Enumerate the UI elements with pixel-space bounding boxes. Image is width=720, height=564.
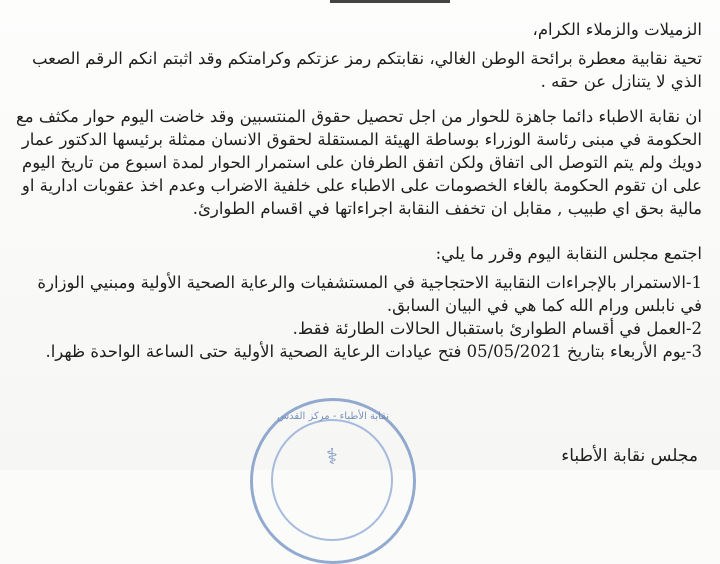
caduceus-icon: ⚕ bbox=[326, 445, 338, 470]
decision-item: 3-يوم الأربعاء بتاريخ 05/05/2021 فتح عيادات الرعاية الصحية الأولية حتى الساعة الواحدة ظهرا. bbox=[45, 342, 702, 361]
letter-body bbox=[12, 18, 702, 363]
signature: مجلس نقابة الأطباء bbox=[561, 446, 698, 466]
paragraph-negotiation: ان نقابة الاطباء دائما جاهزة للحوار من اجل تحصيل حقوق المنتسبين وقد خاضت اليوم حوار مكثف مع الحكومة في مبنى رئاسة الوزراء بوساطة الهيئة المستقلة لحقوق الانسان ممثلة برئيسها الدكتور عمار دويك ولم يتم التوصل الى اتفاق ولكن اتفق الطرفان على استمرار الحوار لمدة اسبوع من تاريخ اليوم على ان تقوم الحكومة بالغاء الخصومات على الاطباء على خلفية الاضراب وعدم اخذ عقوبات ادارية او مالية بحق اي طبيب , مقابل ان تخفف النقابة اجراءاتها في اقسام الطوارئ. bbox=[15, 107, 702, 218]
stamp-inner-ring bbox=[271, 419, 393, 541]
header-underline bbox=[330, 0, 450, 3]
greeting: الزميلات والزملاء الكرام، bbox=[532, 20, 702, 39]
decisions-intro: اجتمع مجلس النقابة اليوم وقرر ما يلي: bbox=[435, 244, 702, 263]
paragraph-intro: تحية نقابية معطرة برائحة الوطن الغالي، نقابتكم رمز عزتكم وكرامتكم وقد اثبتم انكم الرقم الصعب الذي لا يتنازل عن حقه . bbox=[31, 49, 702, 91]
syndicate-stamp bbox=[250, 398, 416, 564]
decision-item: 1-الاستمرار بالإجراءات النقابية الاحتجاجية في المستشفيات والرعاية الصحية الأولية ومبنيي الوزارة في نابلس ورام الله كما هي في البيان السابق. bbox=[37, 273, 702, 315]
stamp-text: نقابة الأطباء - مركز القدس bbox=[276, 411, 390, 422]
decision-item: 2-العمل في أقسام الطوارئ باستقبال الحالات الطارئة فقط. bbox=[292, 319, 702, 338]
